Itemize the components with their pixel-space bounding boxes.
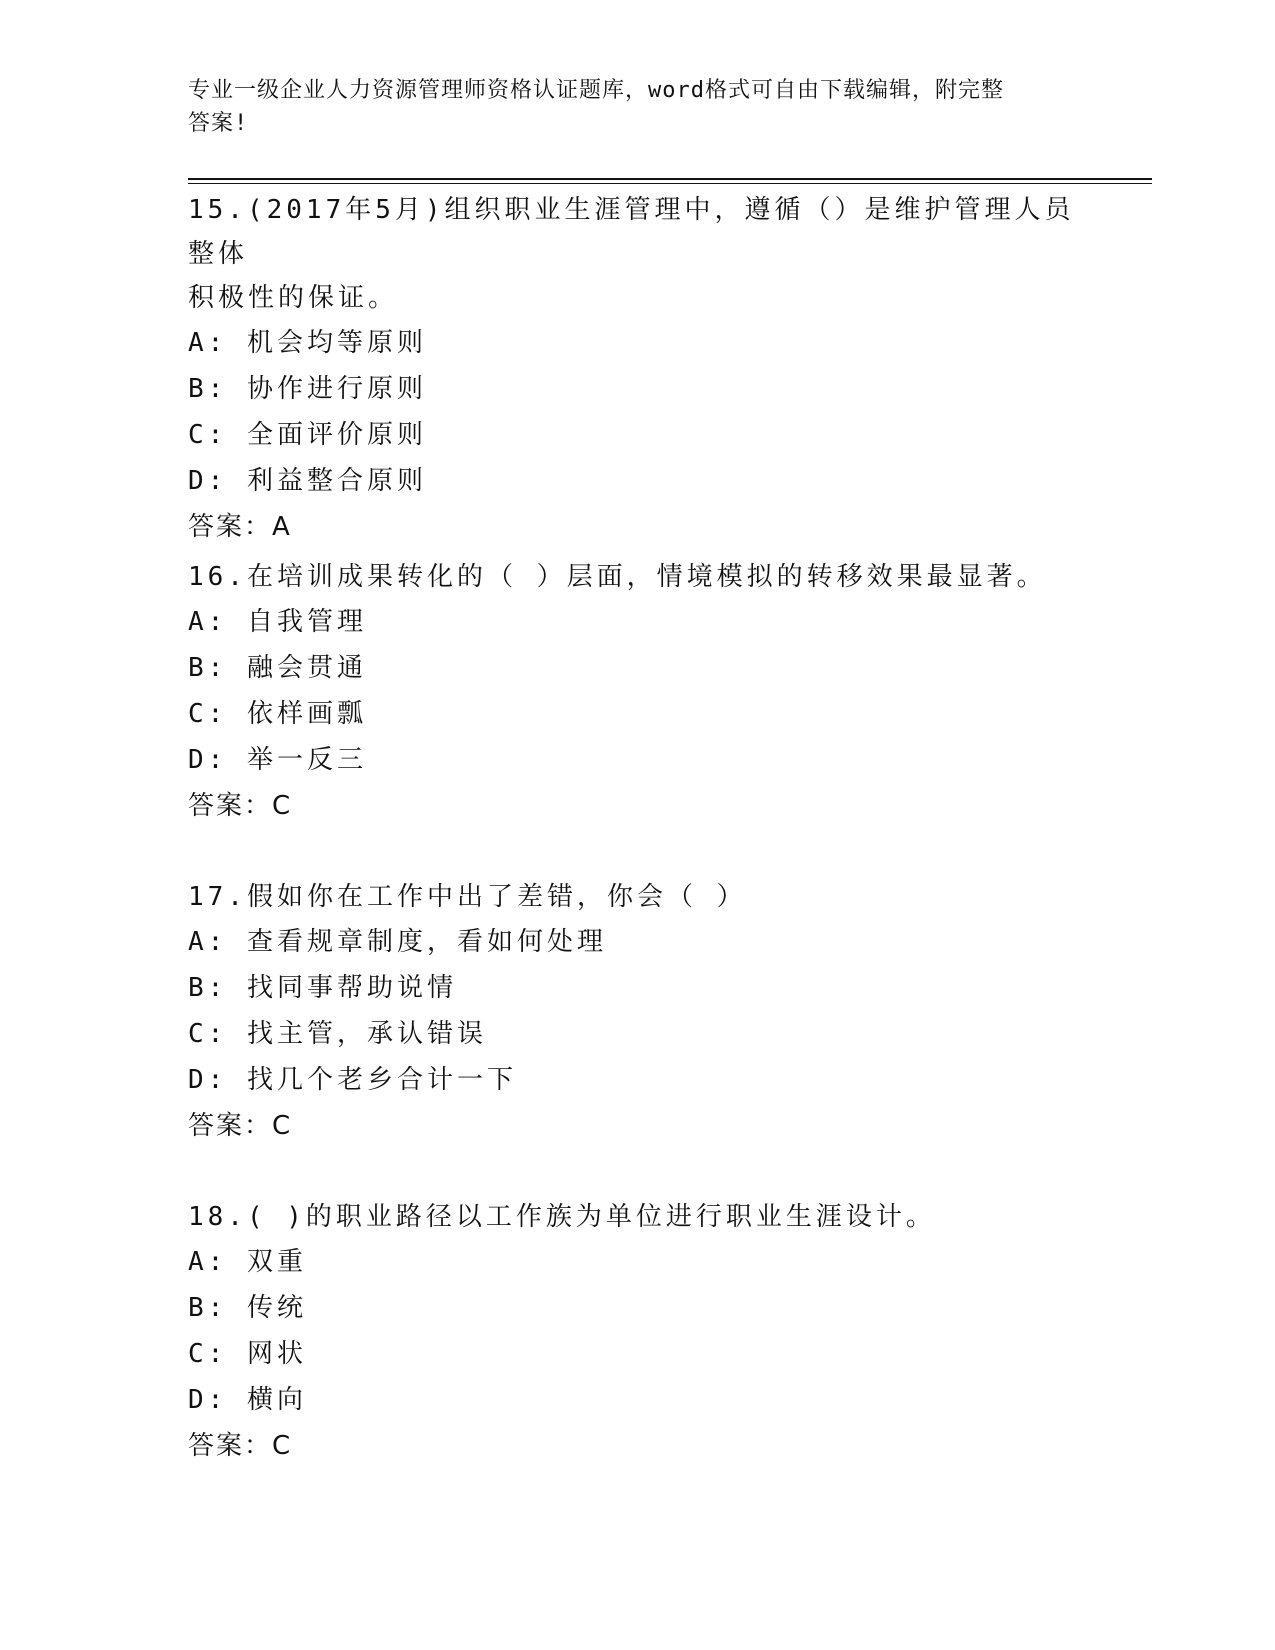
option-a: A: 双重 [188, 1247, 307, 1277]
answer: 答案：C [188, 791, 293, 821]
question-stem: 17.假如你在工作中出了差错，你会（ ） [188, 882, 747, 912]
question-16 [188, 555, 1088, 829]
option-c: C: 依样画瓢 [188, 699, 367, 729]
question-stem: 18.( )的职业路径以工作族为单位进行职业生涯设计。 [188, 1202, 936, 1232]
header-line-2: 答案! [188, 111, 249, 136]
option-b: B: 协作进行原则 [188, 374, 427, 404]
answer: 答案：C [188, 1431, 293, 1461]
question-18 [188, 1195, 1088, 1469]
option-b: B: 传统 [188, 1293, 307, 1323]
option-d: D: 横向 [188, 1385, 307, 1415]
header-line-1: 专业一级企业人力资源管理师资格认证题库，word格式可自由下载编辑，附完整 [188, 78, 1004, 103]
option-a: A: 机会均等原则 [188, 328, 427, 358]
option-d: D: 利益整合原则 [188, 466, 427, 496]
option-c: C: 全面评价原则 [188, 420, 427, 450]
option-a: A: 查看规章制度，看如何处理 [188, 927, 607, 957]
answer: 答案：C [188, 1111, 293, 1141]
answer: 答案：A [188, 512, 292, 542]
document-header [188, 74, 1088, 140]
header-divider-thin [188, 183, 1152, 184]
question-17 [188, 875, 1088, 1149]
option-b: B: 融会贯通 [188, 653, 367, 683]
option-d: D: 举一反三 [188, 745, 367, 775]
question-15 [188, 188, 1088, 550]
option-a: A: 自我管理 [188, 607, 367, 637]
option-c: C: 找主管，承认错误 [188, 1019, 487, 1049]
question-stem: 16.在培训成果转化的（ ）层面，情境模拟的转移效果最显著。 [188, 562, 1047, 592]
option-b: B: 找同事帮助说情 [188, 973, 457, 1003]
header-divider-thick [188, 178, 1152, 180]
question-stem: 15.(2017年5月)组织职业生涯管理中，遵循（）是维护管理人员整体 [188, 195, 1075, 269]
option-d: D: 找几个老乡合计一下 [188, 1065, 517, 1095]
option-c: C: 网状 [188, 1339, 307, 1369]
question-stem-continued: 积极性的保证。 [188, 283, 399, 313]
